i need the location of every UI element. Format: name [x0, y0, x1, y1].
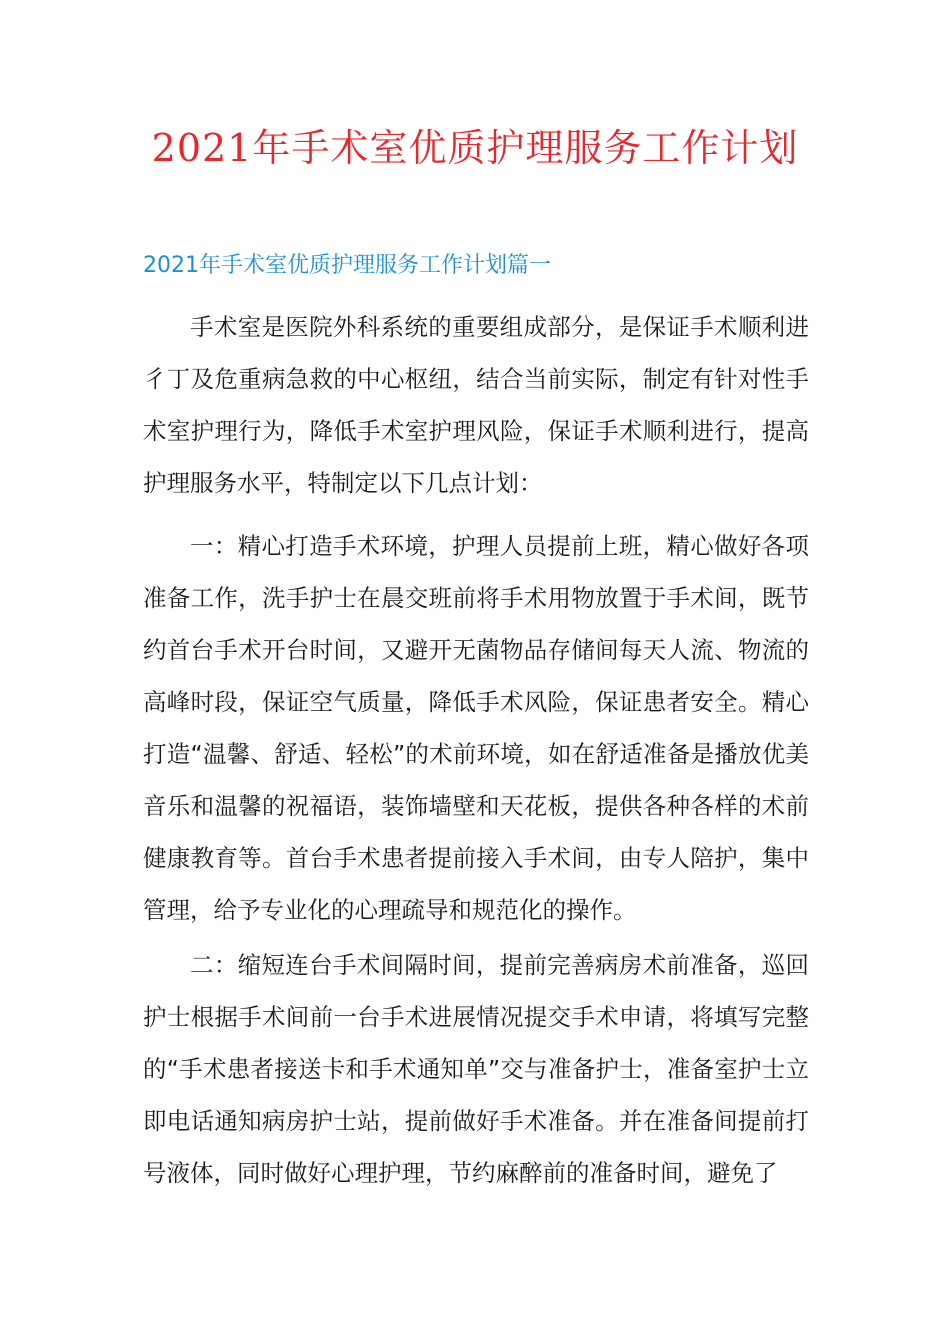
paragraph-two: 二：缩短连台手术间隔时间，提前完善病房术前准备，巡回护士根据手术间前一台手术进展情况提交手术申请，将填写完整的“手术患者接送卡和手术通知单”交与准备护士，准备室护士立即电话通知病房护士站，提前做好手术准备。并在准备间提前打号液体，同时做好心理护理，节约麻醉前的准备时间，避免了	[143, 951, 809, 1187]
paragraph-one: 一：精心打造手术环境，护理人员提前上班，精心做好各项准备工作，洗手护士在晨交班前将手术用物放置于手术间，既节约首台手术开台时间，又避开无菌物品存储间每天人流、物流的高峰时段，保证空气质量，降低手术风险，保证患者安全。精心打造“温馨、舒适、轻松”的术前环境，如在舒适准备是播放优美音乐和温馨的祝福语，装饰墙壁和天花板，提供各种各样的术前健康教育等。首台手术患者提前接入手术间，由专人陪护，集中管理，给予专业化的心理疏导和规范化的操作。	[143, 532, 809, 924]
paragraph-intro: 手术室是医院外科系统的重要组成部分，是保证手术顺利进彳丁及危重病急救的中心枢纽，结合当前实际，制定有针对性手术室护理行为，降低手术室护理风险，保证手术顺利进行，提高护理服务水平，特制定以下几点计划：	[143, 313, 809, 497]
section-heading: 2021年手术室优质护理服务工作计划篇一	[143, 253, 551, 278]
document-title: 2021年手术室优质护理服务工作计划	[151, 126, 799, 170]
